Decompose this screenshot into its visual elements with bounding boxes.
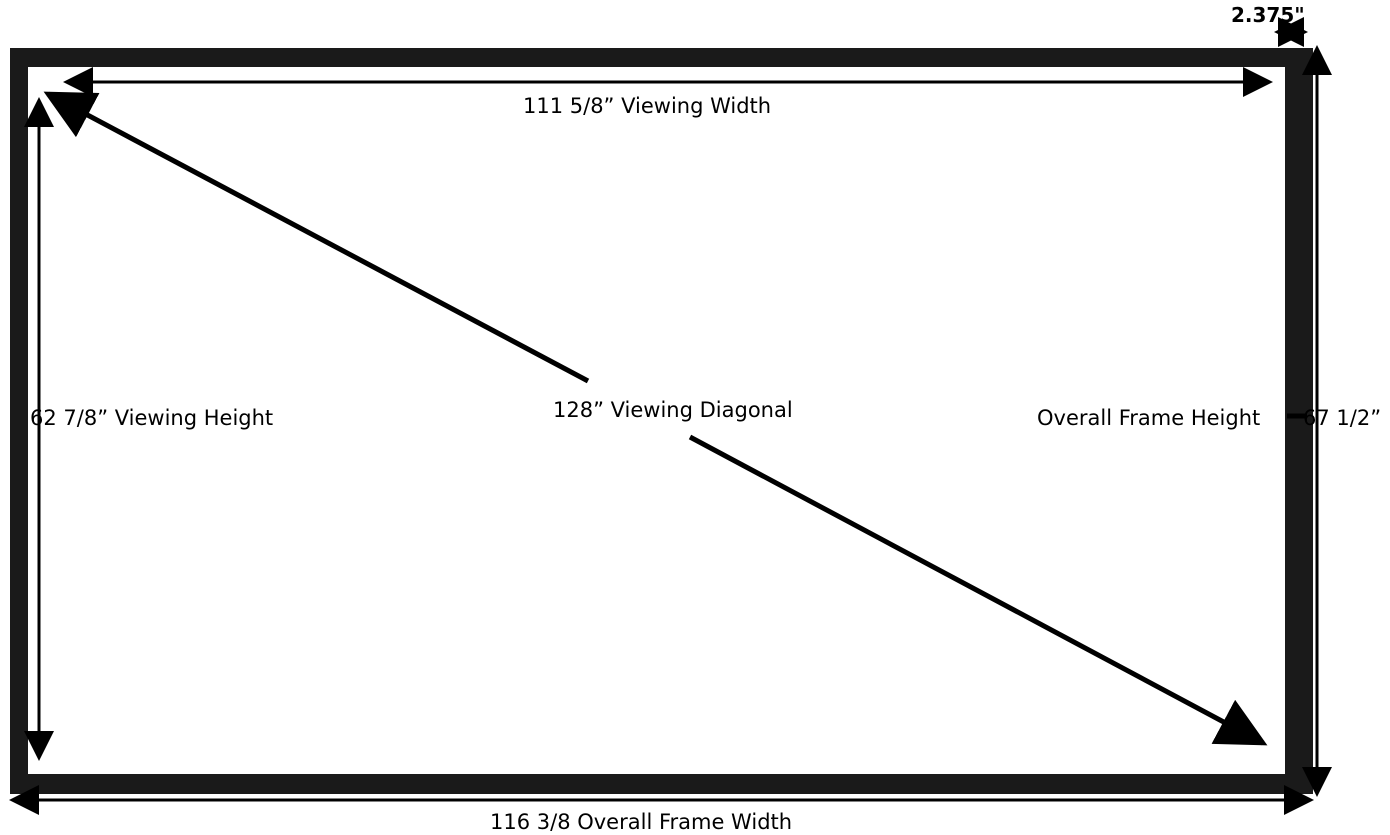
- overall-frame-height-label: Overall Frame Height: [1037, 406, 1261, 430]
- overall-frame-width-label: 116 3/8 Overall Frame Width: [490, 810, 793, 834]
- bezel-width-label: 2.375": [1231, 3, 1305, 27]
- viewing-height-label: 62 7/8” Viewing Height: [30, 406, 274, 430]
- viewing-diagonal-label: 128” Viewing Diagonal: [553, 398, 793, 422]
- viewing-width-label: 111 5/8” Viewing Width: [523, 94, 772, 118]
- overall-frame-height-value: 67 1/2”: [1303, 406, 1382, 430]
